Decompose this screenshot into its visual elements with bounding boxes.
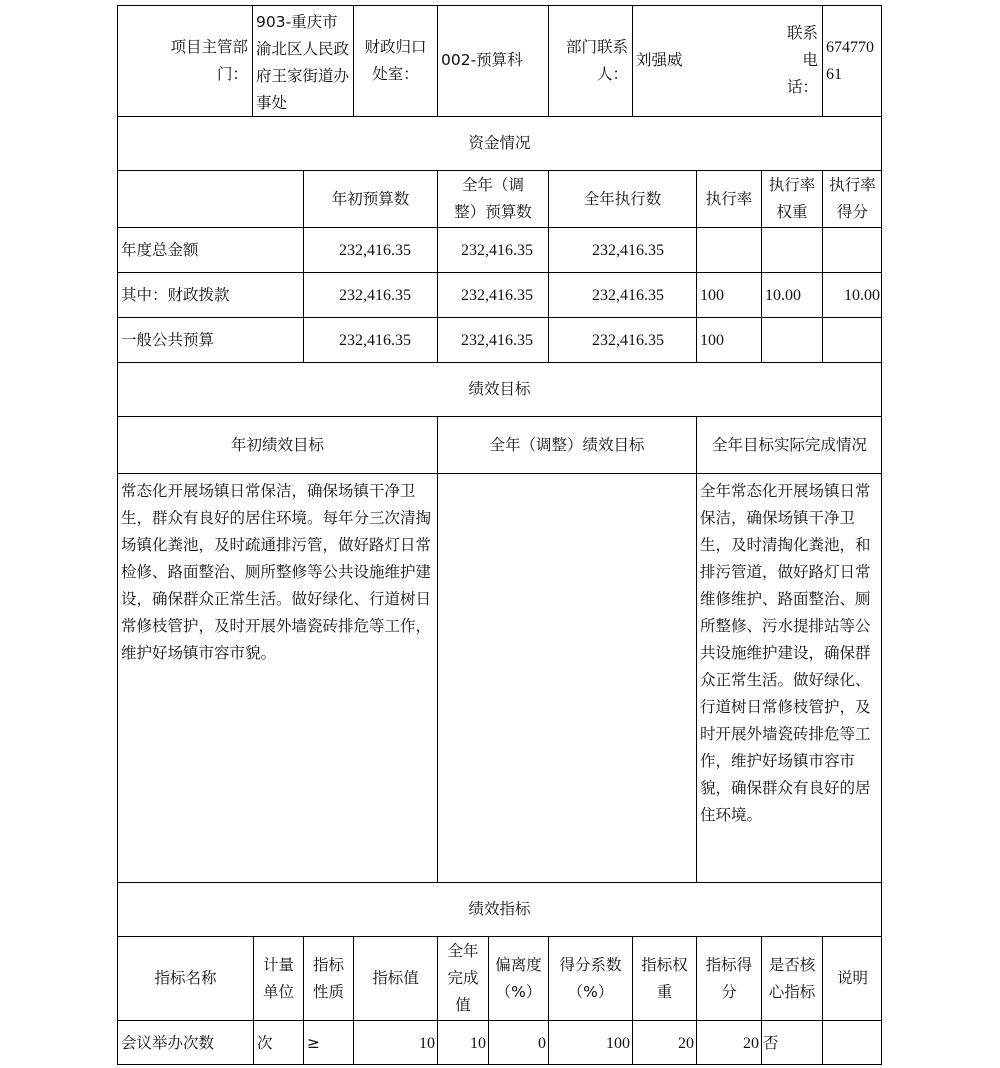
- funds-score: [823, 318, 882, 362]
- col-indicator-weight: 指标权重: [641, 955, 688, 1001]
- funds-score: 10.00: [844, 286, 880, 304]
- actual-completion-text: 全年常态化开展场镇日常保洁，确保场镇干净卫生，及时清掏化粪池，和排污管道，做好路灯日常维修维护、路面整治、厕所整修、污水提排站等公共设施维护建设，确保群众正常生活。做好绿化、行道树日常修枝管护，及时开展外墙瓷砖排危等工作，维护好场镇市容市貌，确保群众有良好的居住环境。: [700, 482, 871, 824]
- dept-value: 903-重庆市渝北区人民政府王家街道办事处: [256, 13, 350, 112]
- col-deviation: 偏离度（%）: [495, 955, 542, 1001]
- funds-weight: [762, 228, 822, 272]
- indicator-unit: 次: [257, 1033, 273, 1052]
- indicator-deviation: 0: [538, 1034, 546, 1052]
- col-indicator-score: 指标得分: [705, 955, 753, 1001]
- indicator-name: 会议举办次数: [121, 1033, 215, 1052]
- indicator-completed-value: 10: [470, 1034, 486, 1052]
- funds-section-title: 资金情况: [468, 134, 531, 152]
- funds-initial: 232,416.35: [339, 331, 411, 349]
- col-executed: 全年执行数: [583, 189, 662, 208]
- phone-value: 67477061: [826, 39, 874, 83]
- indicator-score: 20: [743, 1034, 759, 1052]
- funds-rate: 100: [700, 331, 724, 349]
- col-adjusted-goal: 全年（调整）绩效目标: [489, 435, 645, 454]
- indicator-nature: ≥: [307, 1033, 320, 1052]
- funds-executed: 232,416.35: [592, 241, 664, 259]
- funds-row-label: 其中：财政拨款: [121, 285, 230, 304]
- indicator-score-coef: 100: [606, 1034, 630, 1052]
- initial-goal-text: 常态化开展场镇日常保洁，确保场镇干净卫生，群众有良好的居住环境。每年分三次清掏场镇化粪池，及时疏通排污管，做好路灯日常检修、路面整治、厕所整修等公共设施维护建设，确保群众正常生活。做好绿化、行道树日常修枝管护，及时开展外墙瓷砖排危等工作，维护好场镇市容市貌。: [121, 482, 432, 662]
- funds-adjusted: 232,416.35: [461, 241, 533, 259]
- col-indicator-name: 指标名称: [154, 969, 217, 987]
- adjusted-goal-text: [438, 474, 696, 882]
- col-target-value: 指标值: [372, 969, 419, 987]
- funds-adjusted: 232,416.35: [461, 331, 533, 349]
- col-score-coef: 得分系数（%）: [559, 955, 622, 1001]
- col-nature: 指标性质: [312, 955, 344, 1001]
- indicators-section-title: 绩效指标: [468, 900, 531, 918]
- funds-row-label: 一般公共预算: [121, 330, 215, 349]
- indicator-weight: 20: [678, 1034, 694, 1052]
- col-completed-value: 全年完成值: [447, 942, 479, 1014]
- contact-label: 部门联系人：: [565, 37, 628, 83]
- funds-executed: 232,416.35: [592, 286, 664, 304]
- funds-score: [823, 228, 882, 272]
- funds-executed: 232,416.35: [592, 331, 664, 349]
- finance-office-value: 002-预算科: [441, 51, 523, 69]
- col-note: 说明: [836, 969, 868, 987]
- col-actual-completion: 全年目标实际完成情况: [711, 435, 867, 454]
- indicator-target-value: 10: [419, 1034, 435, 1052]
- funds-initial: 232,416.35: [339, 286, 411, 304]
- funds-initial: 232,416.35: [339, 241, 411, 259]
- goals-section-title: 绩效目标: [468, 380, 531, 398]
- col-is-core: 是否核心指标: [768, 955, 816, 1001]
- col-exec-rate-weight: 执行率权重: [768, 176, 816, 221]
- dept-label: 项目主管部门：: [170, 37, 248, 83]
- funds-adjusted: 232,416.35: [461, 286, 533, 304]
- funds-row-label: 年度总金额: [121, 240, 199, 259]
- col-exec-rate: 执行率: [705, 189, 753, 208]
- finance-office-label: 财政归口处室：: [364, 37, 427, 83]
- funds-weight: [762, 318, 822, 362]
- col-initial-goal: 年初绩效目标: [230, 435, 324, 454]
- funds-weight: 10.00: [765, 286, 801, 304]
- phone-label: 联系电话：: [786, 24, 818, 96]
- indicator-note: [823, 1021, 882, 1065]
- col-unit: 计量单位: [262, 955, 294, 1001]
- indicator-is-core: 否: [763, 1033, 779, 1052]
- contact-value: 刘强威: [636, 51, 683, 69]
- funds-rate: [697, 228, 761, 272]
- col-initial-budget: 年初预算数: [331, 189, 410, 208]
- funds-rate: 100: [700, 286, 724, 304]
- col-adjusted-budget: 全年（调整）预算数: [454, 176, 532, 221]
- col-exec-rate-score: 执行率得分: [829, 176, 876, 221]
